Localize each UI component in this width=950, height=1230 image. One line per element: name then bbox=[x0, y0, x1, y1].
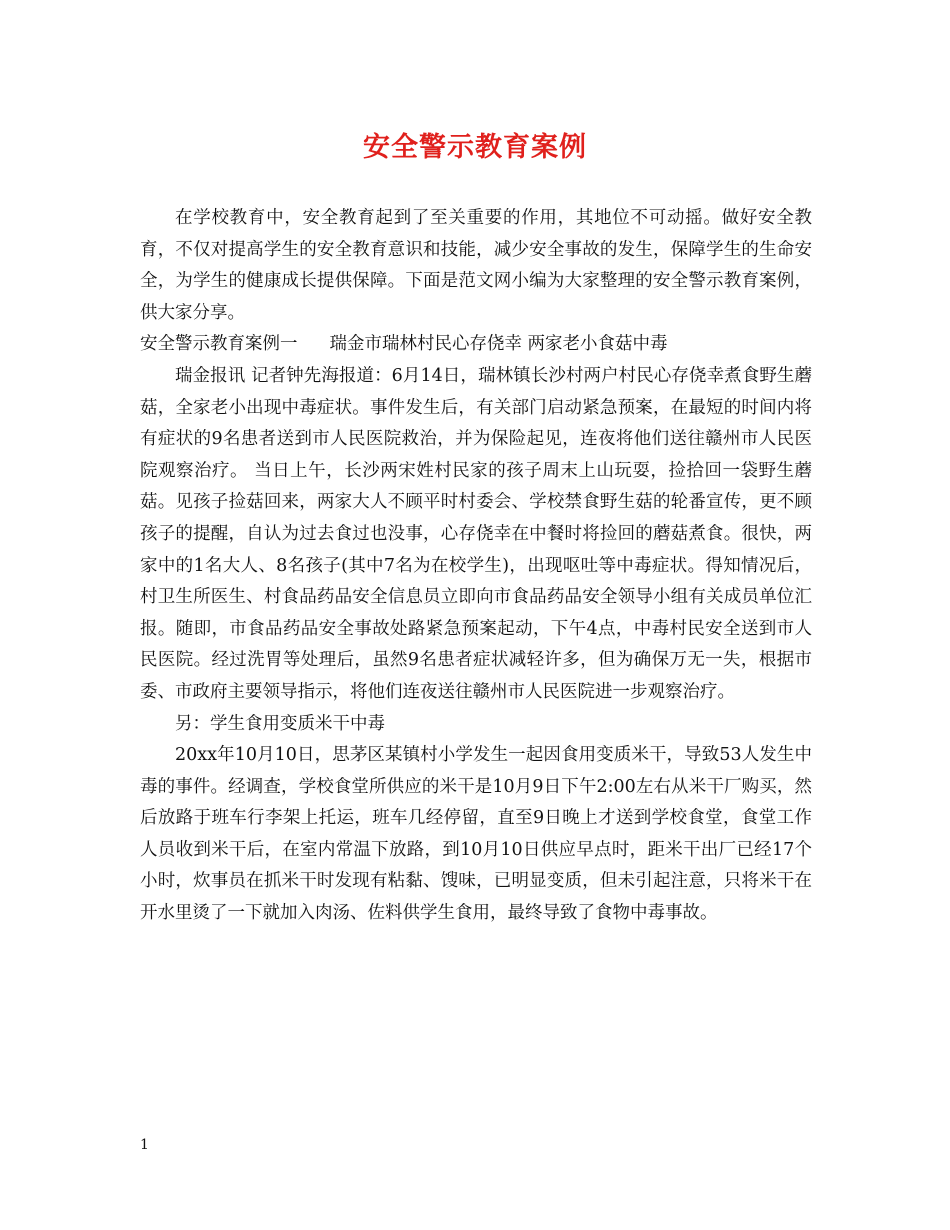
document-body bbox=[140, 203, 812, 930]
case1-body-paragraph: 瑞金报讯 记者钟先海报道：6月14日，瑞林镇长沙村两户村民心存侥幸煮食野生蘑菇，全家老小出现中毒症状。事件发生后，有关部门启动紧急预案，在最短的时间内将有症状的9名患者送到市人民医院救治，并为保险起见，连夜将他们送往赣州市人民医院观察治疗。 当日上午，长沙两宋姓村民家的孩子周末上山玩耍，捡拾回一袋野生蘑菇。见孩子捡菇回来，两家大人不顾平时村委会、学校禁食野生菇的轮番宣传，更不顾孩子的提醒，自认为过去食过也没事，心存侥幸在中餐时将捡回的蘑菇煮食。很快，两家中的1名大人、8名孩子(其中7名为在校学生)，出现呕吐等中毒症状。得知情况后，村卫生所医生、村食品药品安全信息员立即向市食品药品安全领导小组有关成员单位汇报。随即，市食品药品安全事故处路紧急预案起动，下午4点，中毒村民安全送到市人民医院。经过洗胃等处理后，虽然9名患者症状减轻许多，但为确保万无一失，根据市委、市政府主要领导指示，将他们连夜送往赣州市人民医院进一步观察治疗。 bbox=[140, 365, 812, 702]
page-number: 1 bbox=[140, 1137, 149, 1153]
case1-label: 安全警示教育案例一 bbox=[140, 334, 298, 355]
case1-heading bbox=[140, 329, 812, 361]
case2-body-paragraph: 20xx年10月10日，思茅区某镇村小学发生一起因食用变质米干，导致53人发生中毒的事件。经调查，学校食堂所供应的米干是10月9日下午2:00左右从米干厂购买，然后放路于班车行李架上托运，班车几经停留，直至9日晚上才送到学校食堂，食堂工作人员收到米干后，在室内常温下放路，到10月10日供应早点时，距米干出厂已经17个小时，炊事员在抓米干时发现有粘黏、馊味，已明显变质，但未引起注意，只将米干在开水里烫了一下就加入肉汤、佐料供学生食用，最终导致了食物中毒事故。 bbox=[140, 745, 812, 924]
intro-paragraph: 在学校教育中，安全教育起到了至关重要的作用，其地位不可动摇。做好安全教育，不仅对提高学生的安全教育意识和技能，减少安全事故的发生，保障学生的生命安全，为学生的健康成长提供保障。下面是范文网小编为大家整理的安全警示教育案例，供大家分享。 bbox=[140, 208, 812, 323]
case2-title: 另：学生食用变质米干中毒 bbox=[175, 713, 385, 734]
case1-title: 瑞金市瑞林村民心存侥幸 两家老小食菇中毒 bbox=[329, 334, 668, 355]
document-title: 安全警示教育案例 bbox=[363, 132, 587, 163]
